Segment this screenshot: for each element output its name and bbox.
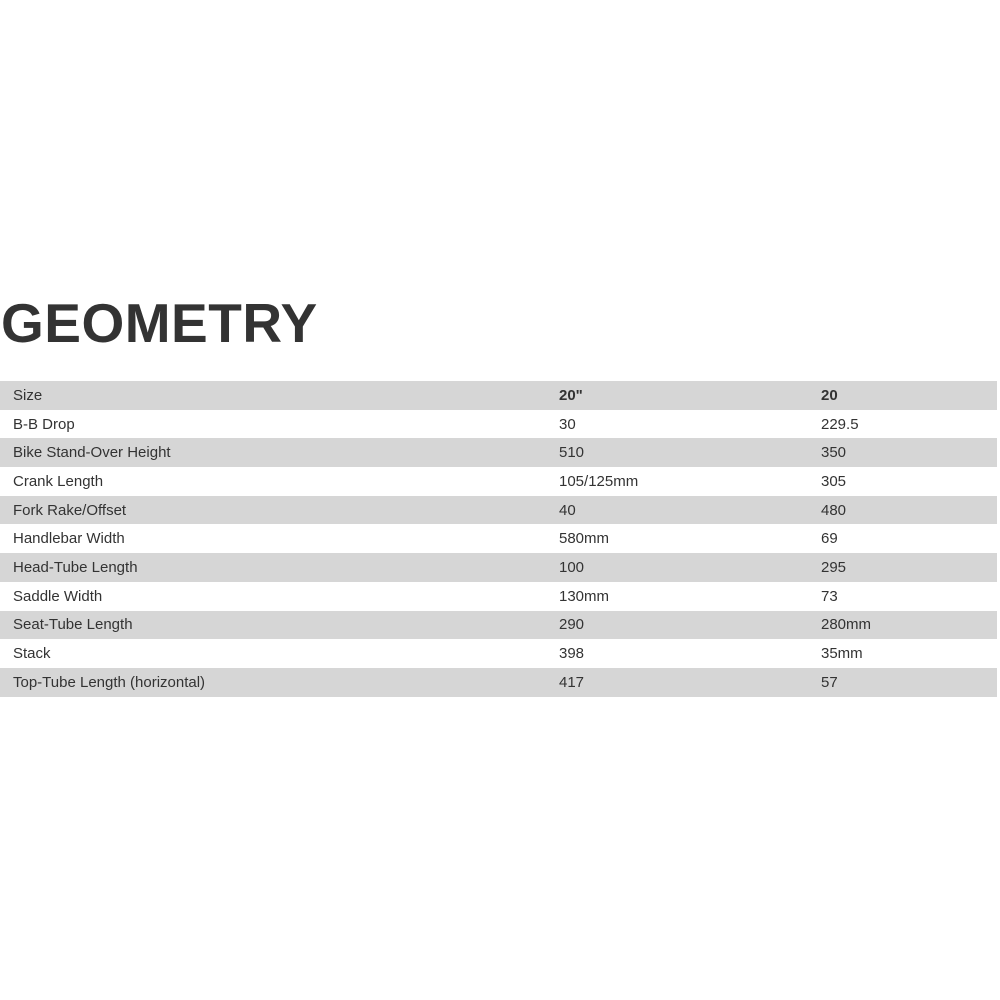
row-value-b: 350 <box>821 444 847 462</box>
geometry-table <box>0 381 997 697</box>
row-value-a: 580mm <box>559 530 610 548</box>
row-value-a: 130mm <box>559 587 610 605</box>
table-row <box>0 668 997 697</box>
row-value-a: 510 <box>559 444 585 462</box>
table-row <box>0 410 997 439</box>
row-value-a: 417 <box>559 673 585 691</box>
table-row <box>0 611 997 640</box>
row-value-a: 105/125mm <box>559 472 639 490</box>
header-size-label: Size <box>13 386 43 404</box>
row-value-b: 305 <box>821 472 847 490</box>
row-value-a: 30 <box>559 415 576 433</box>
table-row <box>0 553 997 582</box>
row-value-b: 35mm <box>821 645 863 663</box>
row-value-a: 290 <box>559 616 585 634</box>
row-value-b: 73 <box>821 587 838 605</box>
header-column-b: 20 <box>821 386 838 404</box>
row-label: B-B Drop <box>13 415 75 433</box>
row-value-b: 295 <box>821 558 847 576</box>
row-value-a: 398 <box>559 645 585 663</box>
row-value-b: 57 <box>821 673 838 691</box>
header-column-a: 20" <box>559 386 583 404</box>
row-value-b: 280mm <box>821 616 872 634</box>
row-value-b: 229.5 <box>821 415 859 433</box>
row-label: Fork Rake/Offset <box>13 501 127 519</box>
row-label: Crank Length <box>13 472 104 490</box>
page-title: GEOMETRY <box>1 292 318 354</box>
row-label: Head-Tube Length <box>13 558 138 576</box>
table-row <box>0 582 997 611</box>
row-label: Seat-Tube Length <box>13 616 133 634</box>
row-value-a: 40 <box>559 501 576 519</box>
row-label: Handlebar Width <box>13 530 125 548</box>
row-label: Bike Stand-Over Height <box>13 444 171 462</box>
row-value-b: 480 <box>821 501 847 519</box>
table-row <box>0 467 997 496</box>
row-label: Top-Tube Length (horizontal) <box>13 673 206 691</box>
table-row <box>0 496 997 525</box>
row-label: Stack <box>13 645 51 663</box>
table-row <box>0 524 997 553</box>
table-row <box>0 438 997 467</box>
row-value-a: 100 <box>559 558 585 576</box>
table-header-row <box>0 381 997 410</box>
table-row <box>0 639 997 668</box>
row-value-b: 69 <box>821 530 838 548</box>
row-label: Saddle Width <box>13 587 103 605</box>
